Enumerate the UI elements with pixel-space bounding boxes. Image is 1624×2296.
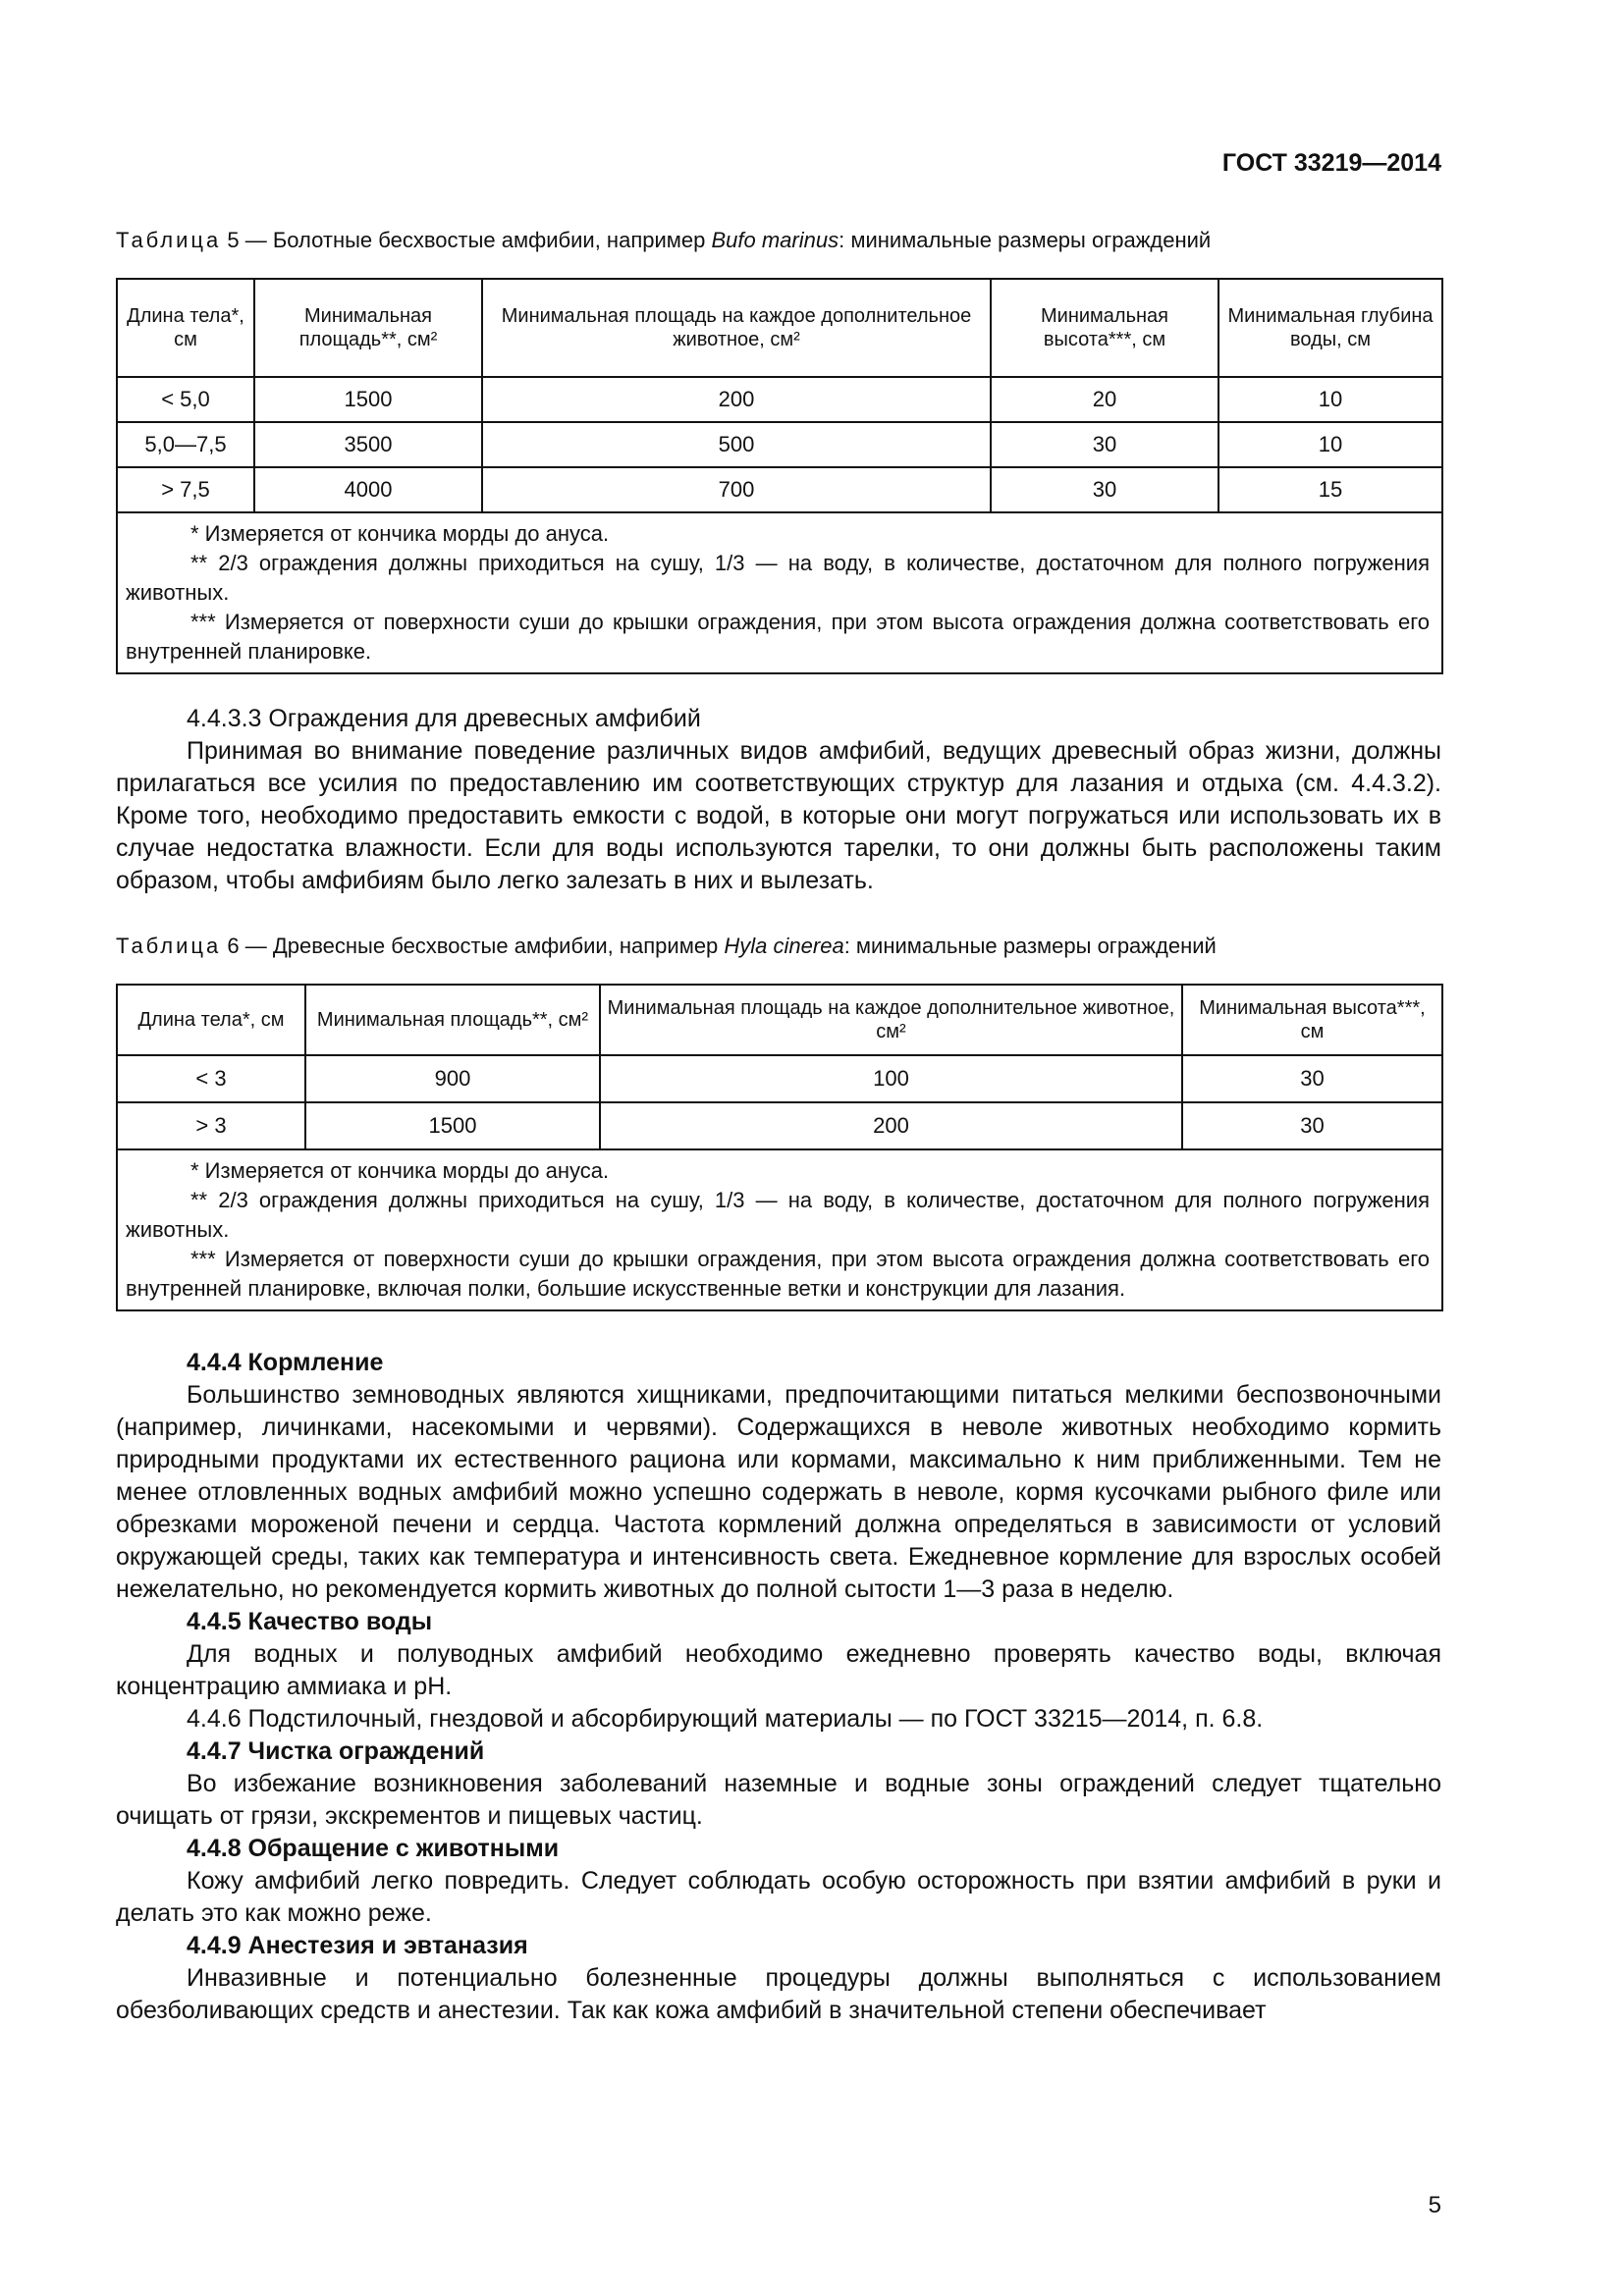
table5-caption-word: Таблица [116,228,222,252]
table-row [117,1055,1442,1102]
section-heading: 4.4.5 Качество воды [187,1608,433,1635]
table-cell: 100 [600,1055,1182,1102]
table5-caption [116,228,1211,253]
table6-header-cell: Длина тела*, см [117,985,305,1055]
table-cell: 30 [991,467,1218,512]
table6-note: ** 2/3 ограждения должны приходиться на сушу, 1/3 — на воду, в количестве, достаточном для полного погружения животных. [126,1188,1430,1242]
table-cell: < 3 [117,1055,305,1102]
table5-caption-pre: — Болотные бесхвостые амфибии, например [239,228,712,252]
table6-caption-num: 6 [227,934,240,958]
table6-caption-post: : минимальные размеры ограждений [843,934,1217,958]
table6-header-row [117,985,1442,1055]
section-4433-title: 4.4.3.3 Ограждения для древесных амфибий [187,705,701,732]
table-cell: 1500 [305,1102,600,1149]
document-header: ГОСТ 33219—2014 [1221,149,1441,177]
table5-header-cell: Минимальная глубина воды, см [1218,279,1442,377]
section-4433 [116,703,1441,897]
table6-caption-word: Таблица [116,934,222,958]
table6-caption-species: Hyla cinerea [724,934,844,958]
table5-caption-species: Bufo marinus [711,228,839,252]
table-cell: > 7,5 [117,467,254,512]
table6-note: * Измеряется от кончика морды до ануса. [190,1158,610,1183]
table-row [117,422,1442,467]
table-cell: 15 [1218,467,1442,512]
table-cell: 200 [600,1102,1182,1149]
table-cell: 200 [482,377,991,422]
table5-header-cell: Длина тела*, см [117,279,254,377]
section-body: Кожу амфибий легко повредить. Следует соблюдать особую осторожность при взятии амфибий в руки и делать это как можно реже. [116,1867,1441,1927]
table6-caption-pre: — Древесные бесхвостые амфибии, например [239,934,725,958]
table5 [116,278,1443,674]
table5-caption-post: : минимальные размеры ограждений [839,228,1212,252]
section-heading: 4.4.8 Обращение с животными [187,1835,560,1862]
section-body: 4.4.6 Подстилочный, гнездовой и абсорбирующий материалы — по ГОСТ 33215—2014, п. 6.8. [187,1705,1264,1733]
section-heading: 4.4.7 Чистка ограждений [187,1737,485,1765]
table-cell: 30 [1182,1102,1442,1149]
table5-notes [117,512,1442,673]
table5-note: * Измеряется от кончика морды до ануса. [190,521,610,546]
table-cell: 20 [991,377,1218,422]
table-cell: 900 [305,1055,600,1102]
table-cell: 10 [1218,377,1442,422]
table-cell: 1500 [254,377,482,422]
table-cell: 5,0—7,5 [117,422,254,467]
table-cell: > 3 [117,1102,305,1149]
section-body: Большинство земноводных являются хищниками, предпочитающими питаться мелкими беспозвоночными (например, личинками, насекомыми и червями). Содержащихся в неволе животных необходимо кормить природными продуктами их естественного рациона или кормами, максимально к ним приближенными. Тем не менее отловленных водных амфибий можно успешно содержать в неволе, кормя кусочками рыбного филе или обрезками мороженой печени и сердца. Частота кормлений должна определяться в зависимости от условий окружающей среды, таких как температура и интенсивность света. Ежедневное кормление для взрослых особей нежелательно, но рекомендуется кормить животных до полной сытости 1—3 раза в неделю. [116,1381,1441,1603]
table5-note: *** Измеряется от поверхности суши до крышки ограждения, при этом высота ограждения должна соответствовать его внутренней планировке. [126,610,1430,664]
table6-note: *** Измеряется от поверхности суши до крышки ограждения, при этом высота ограждения должна соответствовать его внутренней планировке, включая полки, большие искусственные ветки и конструкции для лазания. [126,1247,1430,1301]
table5-header-row [117,279,1442,377]
section-4433-body: Принимая во внимание поведение различных видов амфибий, ведущих древесный образ жизни, должны прилагаться все усилия по предоставлению им соответствующих структур для лазания и отдыха (см. 4.4.3.2). Кроме того, необходимо предоставить емкости с водой, в которые они могут погружаться или использовать их в случае недостатка влажности. Если для воды используются тарелки, то они должны быть расположены таким образом, чтобы амфибиям было легко залезать в них и вылезать. [116,737,1441,894]
table6-header-cell: Минимальная площадь на каждое дополнительное животное, см² [600,985,1182,1055]
table5-header-cell: Минимальная высота***, см [991,279,1218,377]
table-row [117,467,1442,512]
table-cell: 500 [482,422,991,467]
table-cell: 3500 [254,422,482,467]
sections [116,1347,1441,2027]
table5-caption-num: 5 [227,228,240,252]
table6 [116,984,1443,1311]
table-cell: 30 [991,422,1218,467]
table5-notes-row [117,512,1442,673]
table-cell: 4000 [254,467,482,512]
table5-header-cell: Минимальная площадь на каждое дополнительное животное, см² [482,279,991,377]
table6-notes [117,1149,1442,1310]
table6-notes-row [117,1149,1442,1310]
table-row [117,377,1442,422]
table5-header-cell: Минимальная площадь**, см² [254,279,482,377]
section-heading: 4.4.9 Анестезия и эвтаназия [187,1932,528,1959]
table-cell: 10 [1218,422,1442,467]
table-cell: 30 [1182,1055,1442,1102]
table6-header-cell: Минимальная высота***, см [1182,985,1442,1055]
table-cell: < 5,0 [117,377,254,422]
page-number: 5 [1428,2192,1441,2218]
table6-caption [116,934,1217,959]
section-heading: 4.4.4 Кормление [187,1349,384,1376]
section-body: Инвазивные и потенциально болезненные процедуры должны выполняться с использованием обезболивающих средств и анестезии. Так как кожа амфибий в значительной степени обеспечивает [116,1964,1441,2024]
table6-header-cell: Минимальная площадь**, см² [305,985,600,1055]
section-body: Во избежание возникновения заболеваний наземные и водные зоны ограждений следует тщательно очищать от грязи, экскрементов и пищевых частиц. [116,1770,1441,1830]
table-cell: 700 [482,467,991,512]
section-body: Для водных и полуводных амфибий необходимо ежедневно проверять качество воды, включая концентрацию аммиака и pH. [116,1640,1441,1700]
table5-note: ** 2/3 ограждения должны приходиться на сушу, 1/3 — на воду, в количестве, достаточном для полного погружения животных. [126,551,1430,605]
table-row [117,1102,1442,1149]
